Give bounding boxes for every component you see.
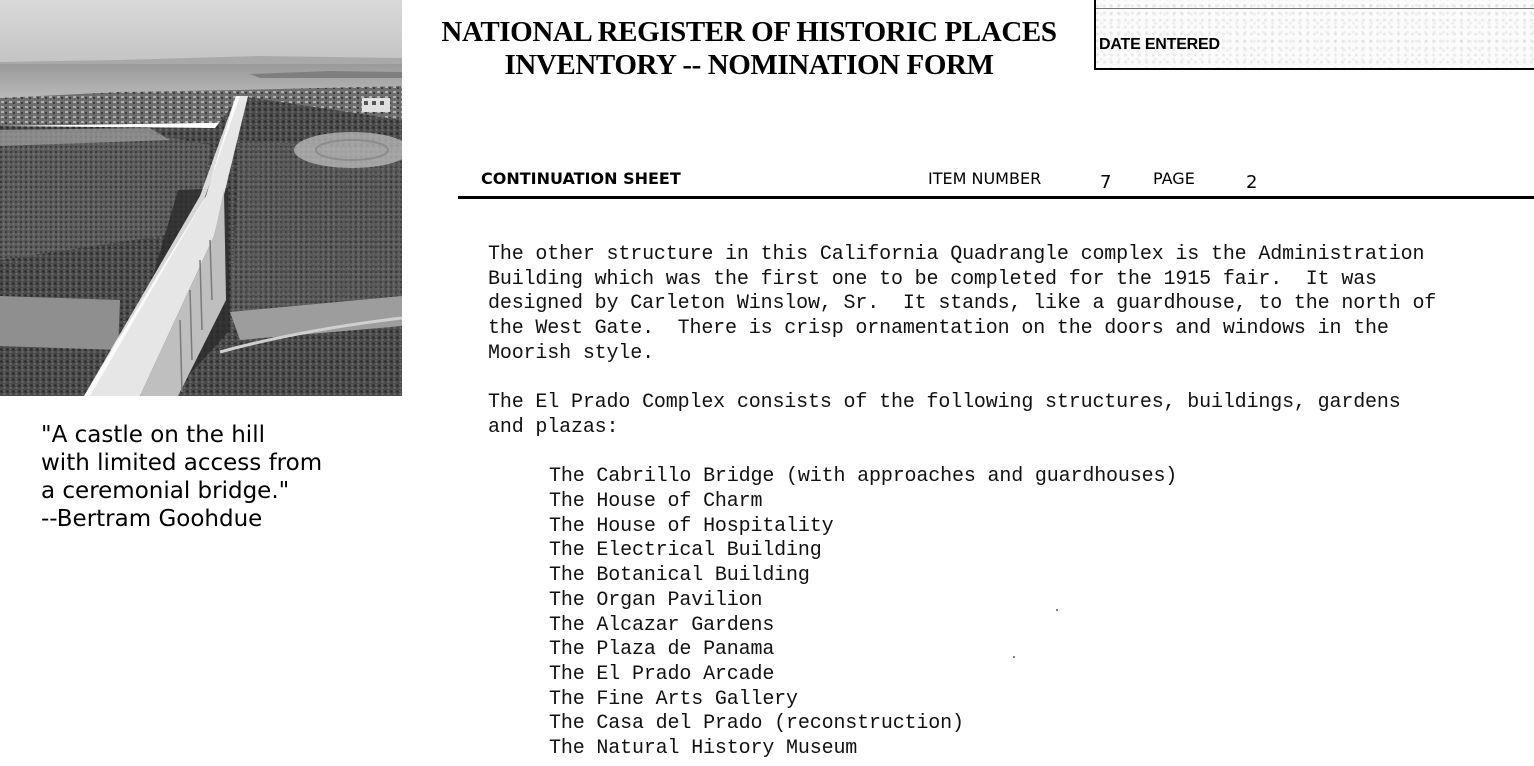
text-line: The El Prado Complex consists of the following structures, buildings, gardens bbox=[488, 391, 1401, 415]
form-title-line2: INVENTORY -- NOMINATION FORM bbox=[504, 49, 994, 81]
item-number-label: ITEM NUMBER bbox=[928, 169, 1042, 188]
text-line: and plazas: bbox=[488, 415, 619, 439]
continuation-sheet-header bbox=[458, 166, 1534, 199]
scan-speck bbox=[1013, 656, 1015, 658]
date-entered-label: DATE ENTERED bbox=[1099, 36, 1220, 53]
item-number-value: 7 bbox=[1100, 172, 1112, 193]
list-item: The Alcazar Gardens bbox=[549, 613, 775, 637]
bridge-photo bbox=[0, 0, 402, 396]
caption-attribution: --Bertram Goohdue bbox=[41, 506, 263, 532]
form-title bbox=[418, 16, 1080, 82]
structures-list bbox=[549, 465, 1528, 761]
list-item: The Plaza de Panama bbox=[549, 638, 775, 662]
list-item: The Organ Pavilion bbox=[549, 588, 763, 612]
office-divider bbox=[1096, 8, 1534, 9]
list-item: The House of Hospitality bbox=[549, 514, 834, 538]
form-title-line1: NATIONAL REGISTER OF HISTORIC PLACES bbox=[441, 16, 1057, 48]
received-label bbox=[1099, 0, 1179, 1]
text-line: designed by Carleton Winslow, Sr. It stands, like a guardhouse, to the north of bbox=[488, 292, 1437, 316]
paragraph-administration-building bbox=[488, 243, 1528, 367]
list-item: The Electrical Building bbox=[549, 539, 822, 563]
page-number-value: 2 bbox=[1246, 172, 1258, 193]
caption-line: with limited access from bbox=[41, 450, 323, 476]
list-item: The Casa del Prado (reconstruction) bbox=[549, 712, 964, 736]
continuation-sheet-label: CONTINUATION SHEET bbox=[481, 169, 681, 188]
bridge-photo-icon bbox=[0, 0, 402, 396]
list-item: The Fine Arts Gallery bbox=[549, 687, 798, 711]
document-body bbox=[488, 243, 1528, 766]
list-item: The Natural History Museum bbox=[549, 737, 858, 761]
caption-line: "A castle on the hill bbox=[41, 422, 265, 448]
list-item: The House of Charm bbox=[549, 490, 763, 513]
text-line: Moorish style. bbox=[488, 341, 654, 365]
paragraph-el-prado-complex bbox=[488, 391, 1528, 440]
page-label: PAGE bbox=[1153, 169, 1195, 188]
office-use-box bbox=[1094, 0, 1534, 70]
list-item: The Cabrillo Bridge (with approaches and guardhouses) bbox=[549, 465, 1178, 489]
scan-speck bbox=[1056, 609, 1058, 611]
text-line: the West Gate. There is crisp ornamentation on the doors and windows in the bbox=[488, 317, 1389, 341]
caption-line: a ceremonial bridge." bbox=[41, 478, 290, 504]
list-item: The Botanical Building bbox=[549, 564, 810, 588]
list-item: The El Prado Arcade bbox=[549, 662, 775, 686]
text-line: The other structure in this California Quadrangle complex is the Administration bbox=[488, 243, 1425, 266]
photo-caption bbox=[41, 421, 381, 533]
text-line: Building which was the first one to be completed for the 1915 fair. It was bbox=[488, 267, 1377, 291]
